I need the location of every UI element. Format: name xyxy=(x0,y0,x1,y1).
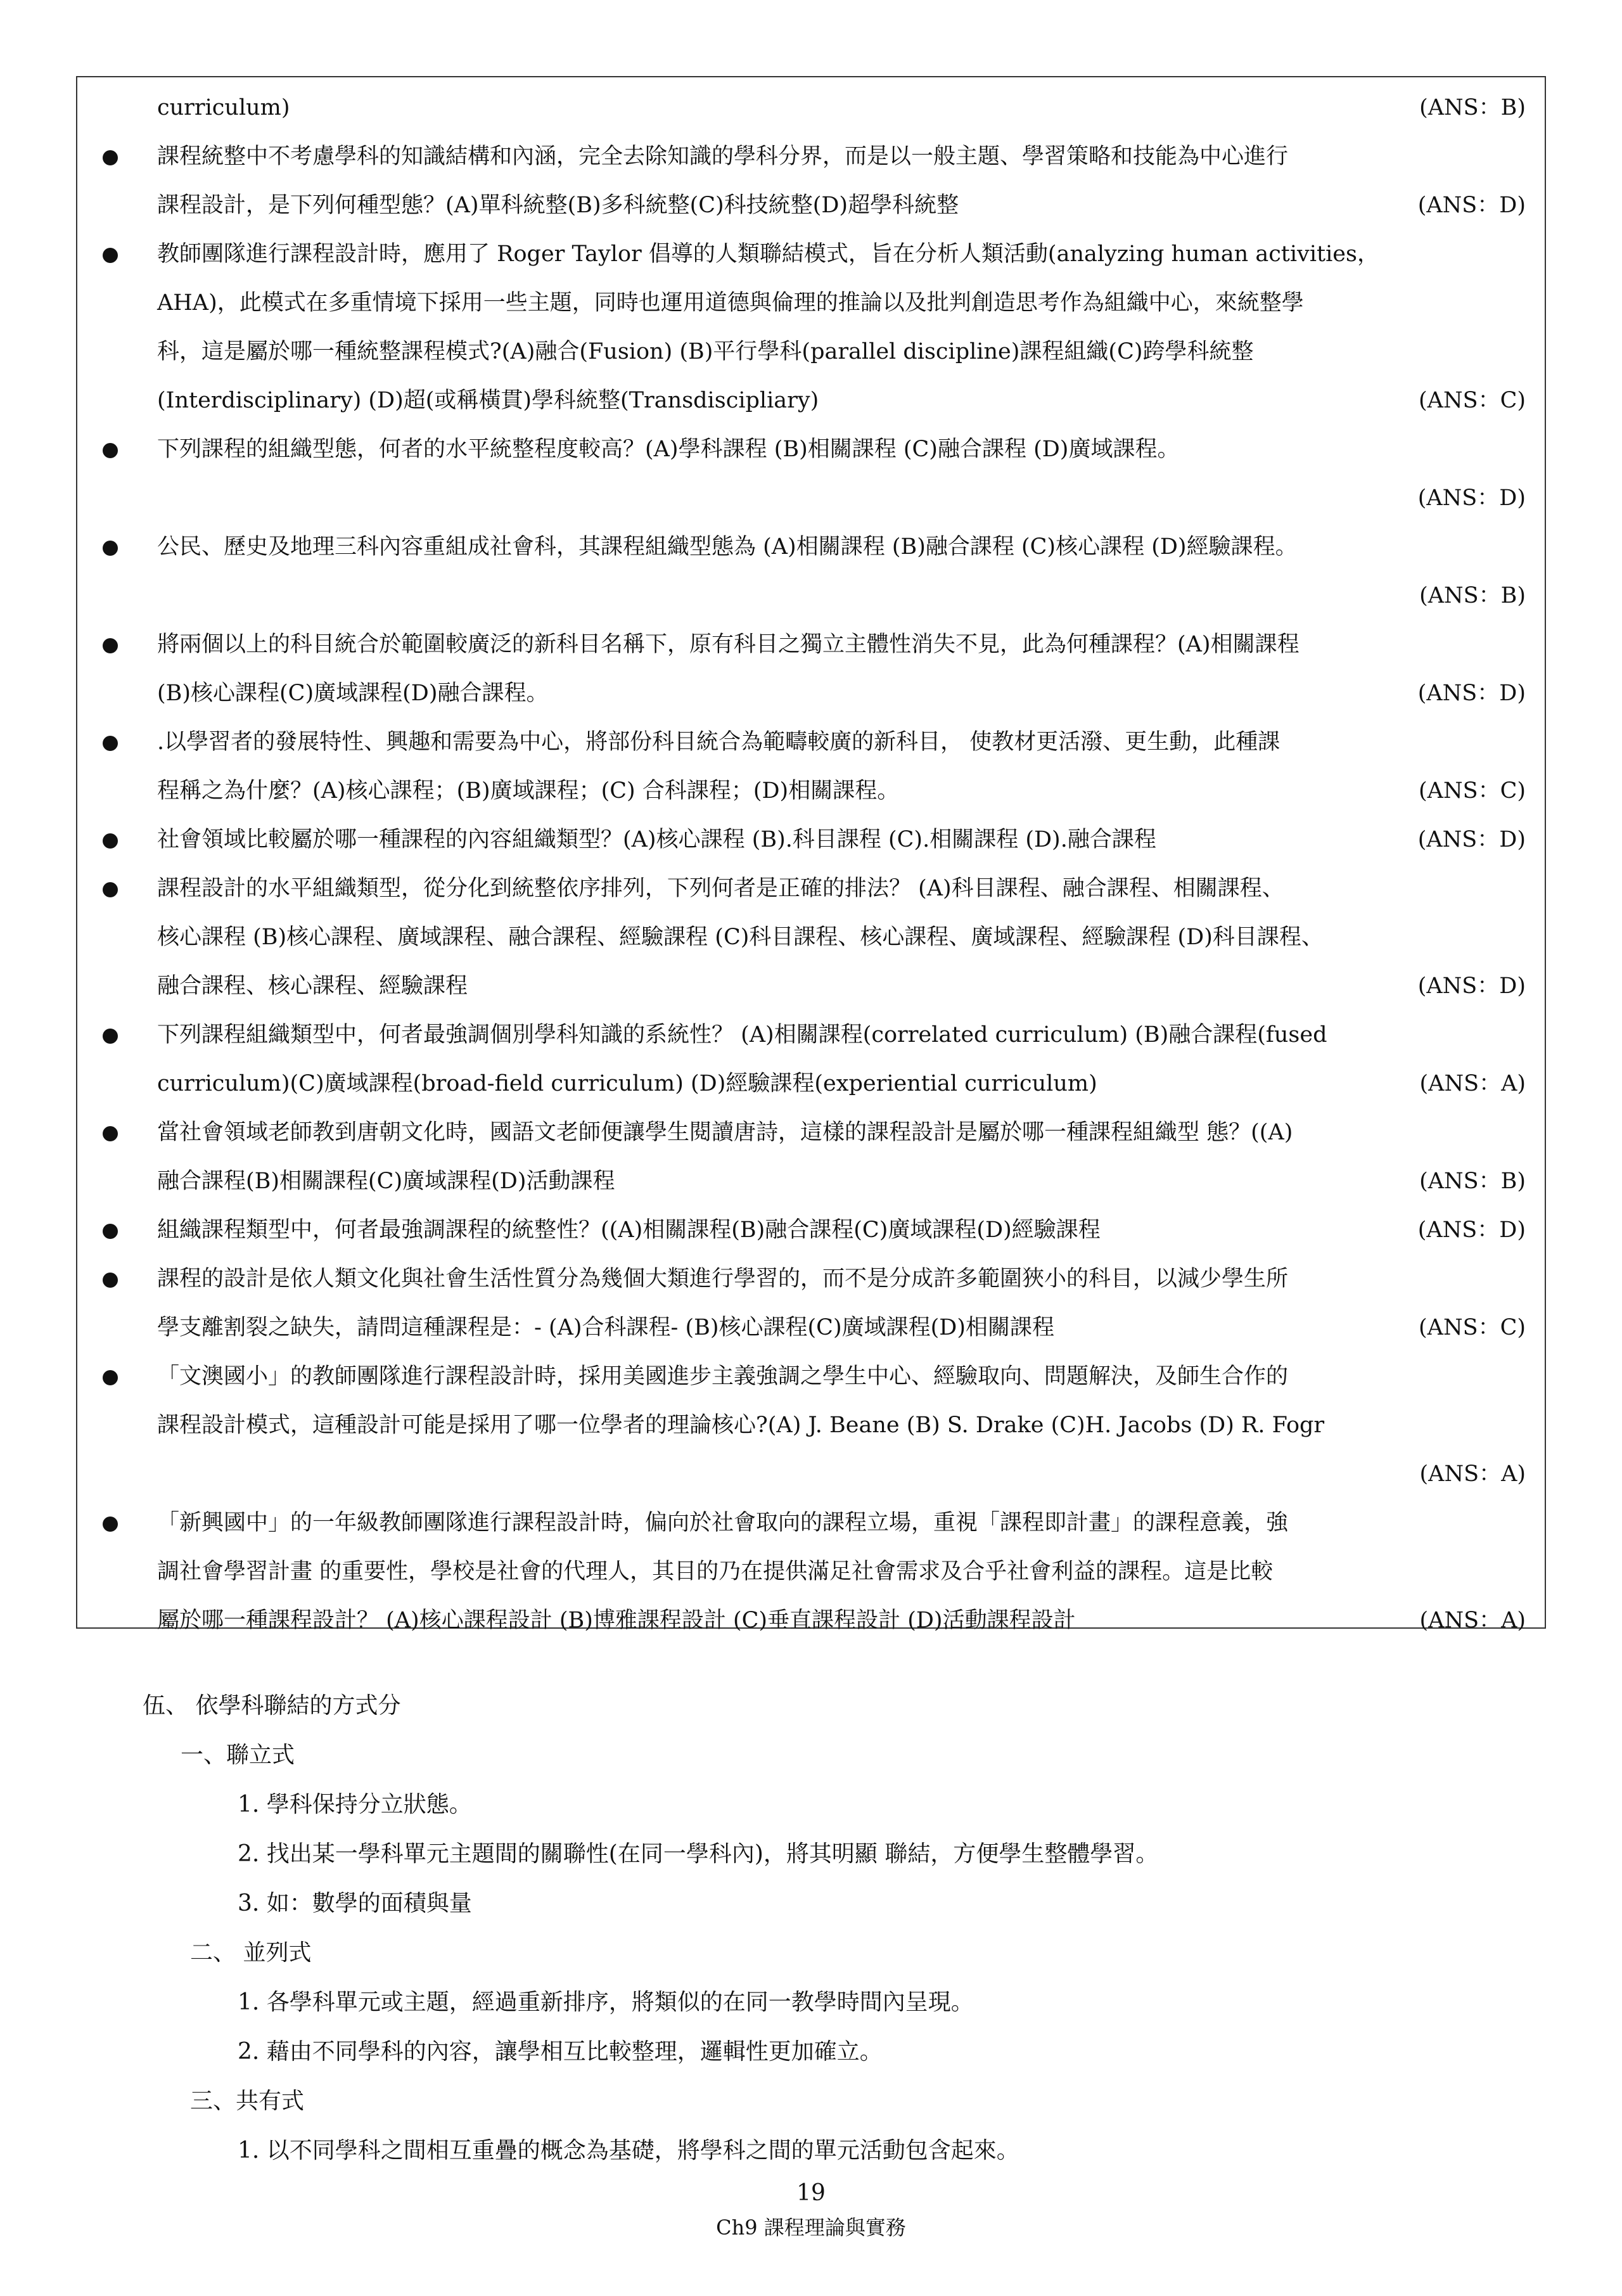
question-text: 當社會領域老師教到唐朝文化時，國語文老師便讓學生閱讀唐詩，這樣的課程設計是屬於哪一種課程組織型 態？((A) xyxy=(157,1120,1293,1145)
list-item: 2. 找出某一學科單元主題間的關聯性(在同一學科內)，將其明顯 聯結，方便學生整體學習。 xyxy=(238,1841,1159,1867)
answer-label: (ANS：A) xyxy=(1419,1608,1526,1633)
answer-label: (ANS：D) xyxy=(1417,681,1526,706)
question-text: 課程設計模式，這種設計可能是採用了哪一位學者的理論核心?(A) J. Beane (B) S. Drake (C)H. Jacobs (D) R. Fogr xyxy=(157,1413,1325,1438)
question-item xyxy=(77,620,1545,718)
question-text: 社會領域比較屬於哪一種課程的內容組織類型？(A)核心課程 (B).科目課程 (C).相關課程 (D).融合課程 xyxy=(157,827,1156,852)
question-text: (B)核心課程(C)廣域課程(D)融合課程。 xyxy=(157,681,549,706)
answer-label: (ANS：D) xyxy=(1417,193,1526,218)
chapter-footer: Ch9 課程理論與實務 xyxy=(716,2216,906,2240)
question-text: 學支離割裂之缺失，請問這種課程是：- (A)合科課程- (B)核心課程(C)廣域課程(D)相關課程 xyxy=(157,1315,1054,1340)
question-text: 課程的設計是依人類文化與社會生活性質分為幾個大類進行學習的，而不是分成許多範圍狹小的科目，以減少學生所 xyxy=(157,1266,1289,1292)
question-text: curriculum) xyxy=(157,95,290,120)
question-item xyxy=(77,1206,1545,1255)
list-item: 2. 藉由不同學科的內容，讓學相互比較整理，邏輯性更加確立。 xyxy=(238,2039,883,2065)
subsection-heading: 一、聯立式 xyxy=(181,1742,295,1768)
question-item xyxy=(77,230,1545,425)
question-text: 調社會學習計畫 的重要性，學校是社會的代理人，其目的乃在提供滿足社會需求及合乎社會利益的課程。這是比較 xyxy=(157,1559,1274,1584)
question-text: 融合課程(B)相關課程(C)廣域課程(D)活動課程 xyxy=(157,1169,615,1194)
question-item xyxy=(77,1011,1545,1108)
question-item xyxy=(77,523,1545,620)
question-item xyxy=(77,864,1545,1011)
question-text: 屬於哪一種課程設計？ (A)核心課程設計 (B)博雅課程設計 (C)垂直課程設計 (D)活動課程設計 xyxy=(157,1608,1076,1633)
subsection-heading: 三、共有式 xyxy=(190,2088,305,2114)
question-item xyxy=(77,1108,1545,1206)
question-text: AHA)，此模式在多重情境下採用一些主題，同時也運用道德與倫理的推論以及批判創造思考作為組織中心，來統整學 xyxy=(157,290,1304,316)
list-item: 1. 以不同學科之間相互重疊的概念為基礎，將學科之間的單元活動包含起來。 xyxy=(238,2138,1019,2164)
answer-label: (ANS：B) xyxy=(1419,1169,1526,1194)
answer-label: (ANS：C) xyxy=(1419,778,1526,804)
question-text: curriculum)(C)廣域課程(broad-field curriculum) (D)經驗課程(experiential curriculum) xyxy=(157,1071,1097,1096)
question-item xyxy=(77,718,1545,816)
answer-label: (ANS：D) xyxy=(1417,973,1526,999)
list-item: 1. 各學科單元或主題，經過重新排序，將類似的在同一教學時間內呈現。 xyxy=(238,1989,974,2015)
answer-label: (ANS：D) xyxy=(1417,485,1526,511)
answer-label: (ANS：C) xyxy=(1419,388,1526,413)
answer-label: (ANS：A) xyxy=(1419,1461,1526,1487)
question-item xyxy=(77,132,1545,230)
question-text: 教師團隊進行課程設計時，應用了 Roger Taylor 倡導的人類聯結模式，旨在分析人類活動(analyzing human activities， xyxy=(157,241,1379,267)
answer-label: (ANS：D) xyxy=(1417,1217,1526,1243)
question-item xyxy=(77,425,1545,523)
question-text: 課程設計的水平組織類型，從分化到統整依序排列，下列何者是正確的排法？ (A)科目課程、融合課程、相關課程、 xyxy=(157,876,1284,901)
answer-label: (ANS：B) xyxy=(1419,583,1526,608)
question-text: 課程設計，是下列何種型態？(A)單科統整(B)多科統整(C)科技統整(D)超學科統整 xyxy=(157,193,959,218)
question-item xyxy=(77,84,1545,132)
question-text: 核心課程 (B)核心課程、廣域課程、融合課程、經驗課程 (C)科目課程、核心課程、廣域課程、經驗課程 (D)科目課程、 xyxy=(157,925,1324,950)
list-item: 3. 如：數學的面積與量 xyxy=(238,1890,472,1916)
question-text: 下列課程的組織型態，何者的水平統整程度較高？(A)學科課程 (B)相關課程 (C)融合課程 (D)廣域課程。 xyxy=(157,437,1180,462)
question-text: 課程統整中不考慮學科的知識結構和內涵，完全去除知識的學科分界，而是以一般主題、學習策略和技能為中心進行 xyxy=(157,144,1289,169)
question-text: (Interdisciplinary) (D)超(或稱橫貫)學科統整(Transdiscipliary) xyxy=(157,388,819,413)
answer-label: (ANS：A) xyxy=(1419,1071,1526,1096)
question-box xyxy=(76,76,1546,1633)
answer-label: (ANS：B) xyxy=(1419,95,1526,120)
question-text: .以學習者的發展特性、興趣和需要為中心，將部份科目統合為範疇較廣的新科目， 使教材更活潑、更生動，此種課 xyxy=(157,729,1280,755)
answer-label: (ANS：D) xyxy=(1417,827,1526,852)
question-text: 下列課程組織類型中，何者最強調個別學科知識的系統性？ (A)相關課程(correlated curriculum) (B)融合課程(fused xyxy=(157,1022,1327,1048)
question-text: 融合課程、核心課程、經驗課程 xyxy=(157,973,468,999)
question-item xyxy=(77,1255,1545,1352)
question-text: 將兩個以上的科目統合於範圍較廣泛的新科目名稱下，原有科目之獨立主體性消失不見，此為何種課程？(A)相關課程 xyxy=(157,632,1300,657)
answer-label: (ANS：C) xyxy=(1419,1315,1526,1340)
question-text: 公民、歷史及地理三科內容重組成社會科，其課程組織型態為 (A)相關課程 (B)融合課程 (C)核心課程 (D)經驗課程。 xyxy=(157,534,1298,560)
question-item xyxy=(77,816,1545,864)
question-text: 程稱之為什麼？(A)核心課程；(B)廣域課程；(C) 合科課程；(D)相關課程。 xyxy=(157,778,900,804)
section-heading: 伍、 依學科聯結的方式分 xyxy=(143,1693,401,1719)
list-item: 1. 學科保持分立狀態。 xyxy=(238,1792,472,1818)
subsection-heading: 二、 並列式 xyxy=(190,1940,312,1966)
question-text: 「文澳國小」的教師團隊進行課程設計時，採用美國進步主義強調之學生中心、經驗取向、問題解決，及師生合作的 xyxy=(157,1364,1289,1389)
page-number: 19 xyxy=(796,2180,826,2206)
question-item xyxy=(77,1499,1545,1645)
question-text: 組織課程類型中，何者最強調課程的統整性？((A)相關課程(B)融合課程(C)廣域課程(D)經驗課程 xyxy=(157,1217,1101,1243)
question-item xyxy=(77,1352,1545,1499)
question-text: 「新興國中」的一年級教師團隊進行課程設計時，偏向於社會取向的課程立場，重視「課程即計畫」的課程意義，強 xyxy=(157,1510,1289,1536)
question-text: 科，這是屬於哪一種統整課程模式?(A)融合(Fusion) (B)平行學科(parallel discipline)課程組織(C)跨學科統整 xyxy=(157,339,1254,364)
